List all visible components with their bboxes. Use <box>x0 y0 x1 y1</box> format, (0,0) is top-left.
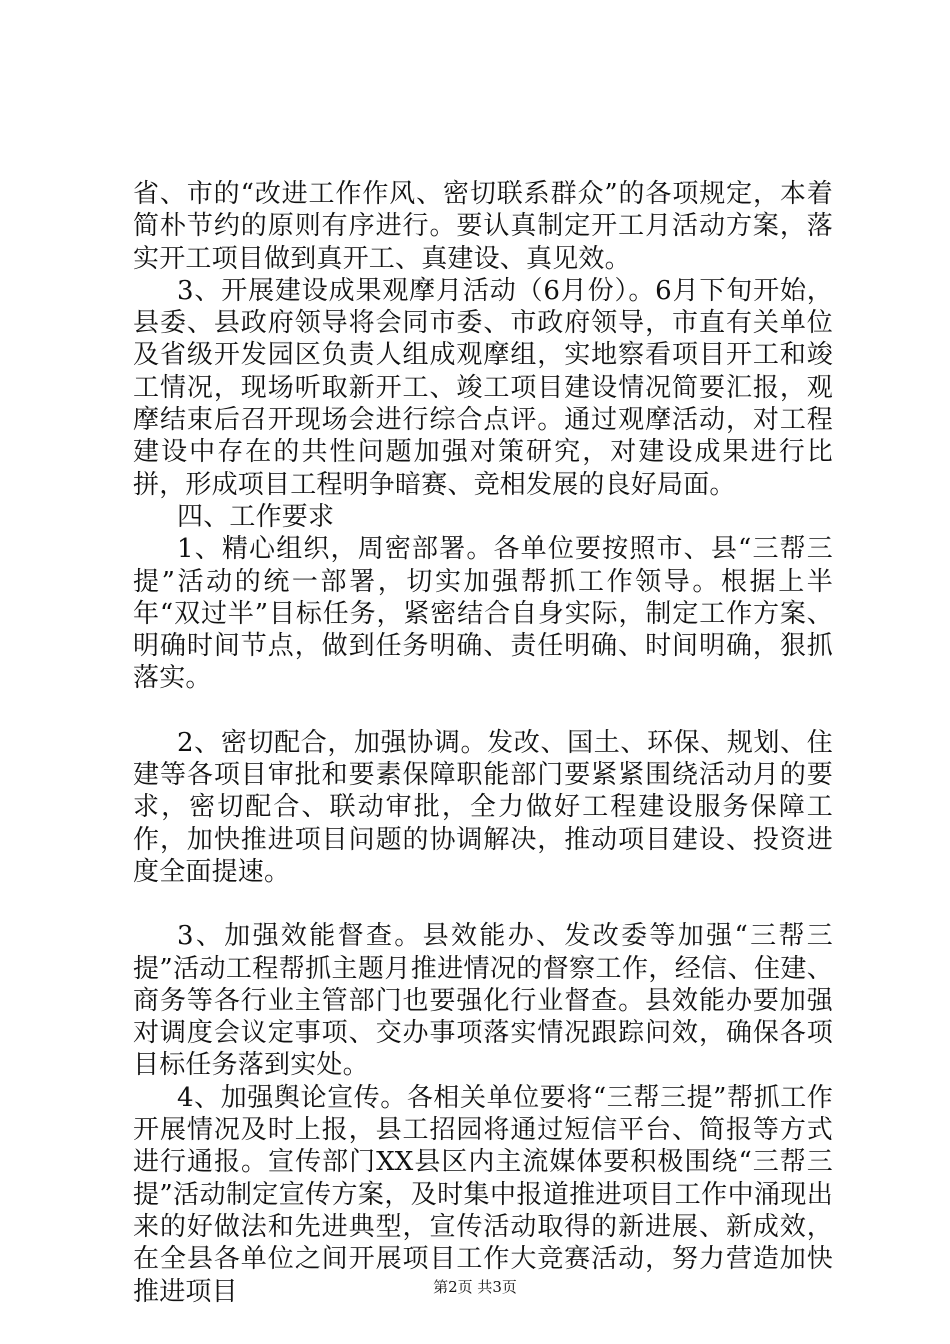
document-body <box>133 178 833 1308</box>
paragraph-requirement-1: 1、精心组织，周密部署。各单位要按照市、县“三帮三提”活动的统一部署，切实加强帮抓工作领导。根据上半年“双过半”目标任务，紧密结合自身实际，制定工作方案、明确时间节点，做到任务明确、责任明确、时间明确，狠抓落实。 <box>133 534 833 694</box>
page-number-label: 第2页 共3页 <box>433 1278 517 1296</box>
page-footer <box>0 1277 950 1297</box>
paragraph-continuation: 省、市的“改进工作作风、密切联系群众”的各项规定，本着简朴节约的原则有序进行。要认真制定开工月活动方案，落实开工项目做到真开工、真建设、真见效。 <box>133 179 833 274</box>
paragraph-item-3-observation-month: 3、开展建设成果观摩月活动（6月份）。6月下旬开始，县委、县政府领导将会同市委、市政府领导，市直有关单位及省级开发园区负责人组成观摩组，实地察看项目开工和竣工情况，现场听取新开工、竣工项目建设情况简要汇报，观摩结束后召开现场会进行综合点评。通过观摩活动，对工程建设中存在的共性问题加强对策研究，对建设成果进行比拼，形成项目工程明争暗赛、竞相发展的良好局面。 <box>133 275 833 500</box>
paragraph-requirement-2: 2、密切配合，加强协调。发改、国土、环保、规划、住建等各项目审批和要素保障职能部门要紧紧围绕活动月的要求，密切配合、联动审批，全力做好工程建设服务保障工作，加快推进项目问题的协调解决，推动项目建设、投资进度全面提速。 <box>133 727 833 887</box>
paragraph-requirement-3: 3、加强效能督查。县效能办、发改委等加强“三帮三提”活动工程帮抓主题月推进情况的督察工作，经信、住建、商务等各行业主管部门也要强化行业督查。县效能办要加强对调度会议定事项、交办事项落实情况跟踪问效，确保各项目标任务落到实处。 <box>133 921 833 1081</box>
section-heading-work-requirements: 四、工作要求 <box>177 501 335 532</box>
paragraph-requirement-4: 4、加强舆论宣传。各相关单位要将“三帮三提”帮抓工作开展情况及时上报，县工招园将通过短信平台、简报等方式进行通报。宣传部门XX县区内主流媒体要积极围绕“三帮三提”活动制定宣传方案，及时集中报道推进项目工作中涌现出来的好做法和先进典型，宣传活动取得的新进展、新成效，在全县各单位之间开展项目工作大竞赛活动，努力营造加快推进项目 <box>133 1082 833 1307</box>
